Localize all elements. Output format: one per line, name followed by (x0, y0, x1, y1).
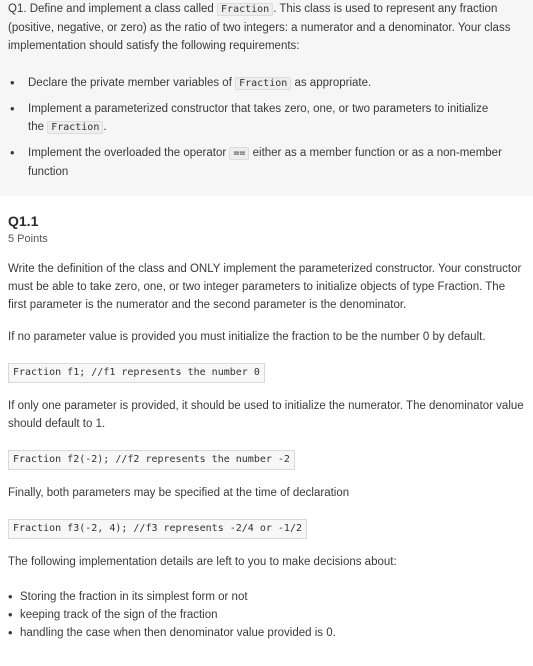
question-paragraph: Write the definition of the class and ONLY implement the parameterized constructor. Your constructor must be able to take zero, one, or two integer parameters to initialize objects of type Fraction. The first parameter is the numerator and the second parameter is the denominator. (8, 263, 522, 311)
details-list (8, 588, 525, 642)
requirements-list (8, 74, 525, 181)
inline-code: == (229, 147, 249, 160)
code-example: Fraction f1; //f1 represents the number 0 (8, 363, 265, 383)
code-example: Fraction f3(-2, 4); //f3 represents -2/4 or -1/2 (8, 519, 307, 539)
intro-text (8, 0, 525, 55)
requirement-text: Declare the private member variables of (28, 77, 236, 89)
question-paragraph: The following implementation details are left to you to make decisions about: (8, 556, 397, 568)
intro-text-before: Q1. Define and implement a class called (8, 3, 218, 15)
requirement-text: . (103, 121, 107, 133)
intro-panel (0, 0, 533, 196)
requirement-item (8, 74, 525, 93)
requirement-text: Implement the overloaded the operator (28, 147, 230, 159)
requirement-text: Implement a parameterized constructor that takes zero, one, or two parameters to initialize the (28, 103, 489, 133)
question-section (0, 212, 533, 642)
question-paragraph: If no parameter value is provided you must initialize the fraction to be the number 0 by default. (8, 331, 486, 343)
inline-code: Fraction (235, 77, 291, 90)
question-paragraph: Finally, both parameters may be specified at the time of declaration (8, 487, 350, 499)
detail-item: • Storing the fraction in its simplest form or not (8, 588, 525, 606)
class-name-code: Fraction (217, 3, 273, 16)
intro-text-after: . This class is used to represent any fraction (positive, negative, or zero) as the ratio of two integers: a numerator and a denominator. Your class implementation should satisfy the following requirements: (8, 3, 511, 52)
requirement-text: as appropriate. (291, 77, 372, 89)
requirement-text: either as a member function or as a non-member function (28, 147, 502, 178)
question-paragraph: If only one parameter is provided, it should be used to initialize the numerator. The denominator value should default to 1. (8, 400, 524, 430)
code-example: Fraction f2(-2); //f2 represents the number -2 (8, 450, 295, 470)
detail-item: • keeping track of the sign of the fraction (8, 606, 525, 624)
requirement-item (8, 100, 525, 137)
detail-item: • handling the case when then denominator value provided is 0. (8, 624, 525, 642)
requirement-item (8, 144, 525, 181)
inline-code: Fraction (47, 121, 103, 134)
question-points: 5 Points (8, 233, 48, 245)
question-title: Q1.1 (8, 213, 39, 229)
